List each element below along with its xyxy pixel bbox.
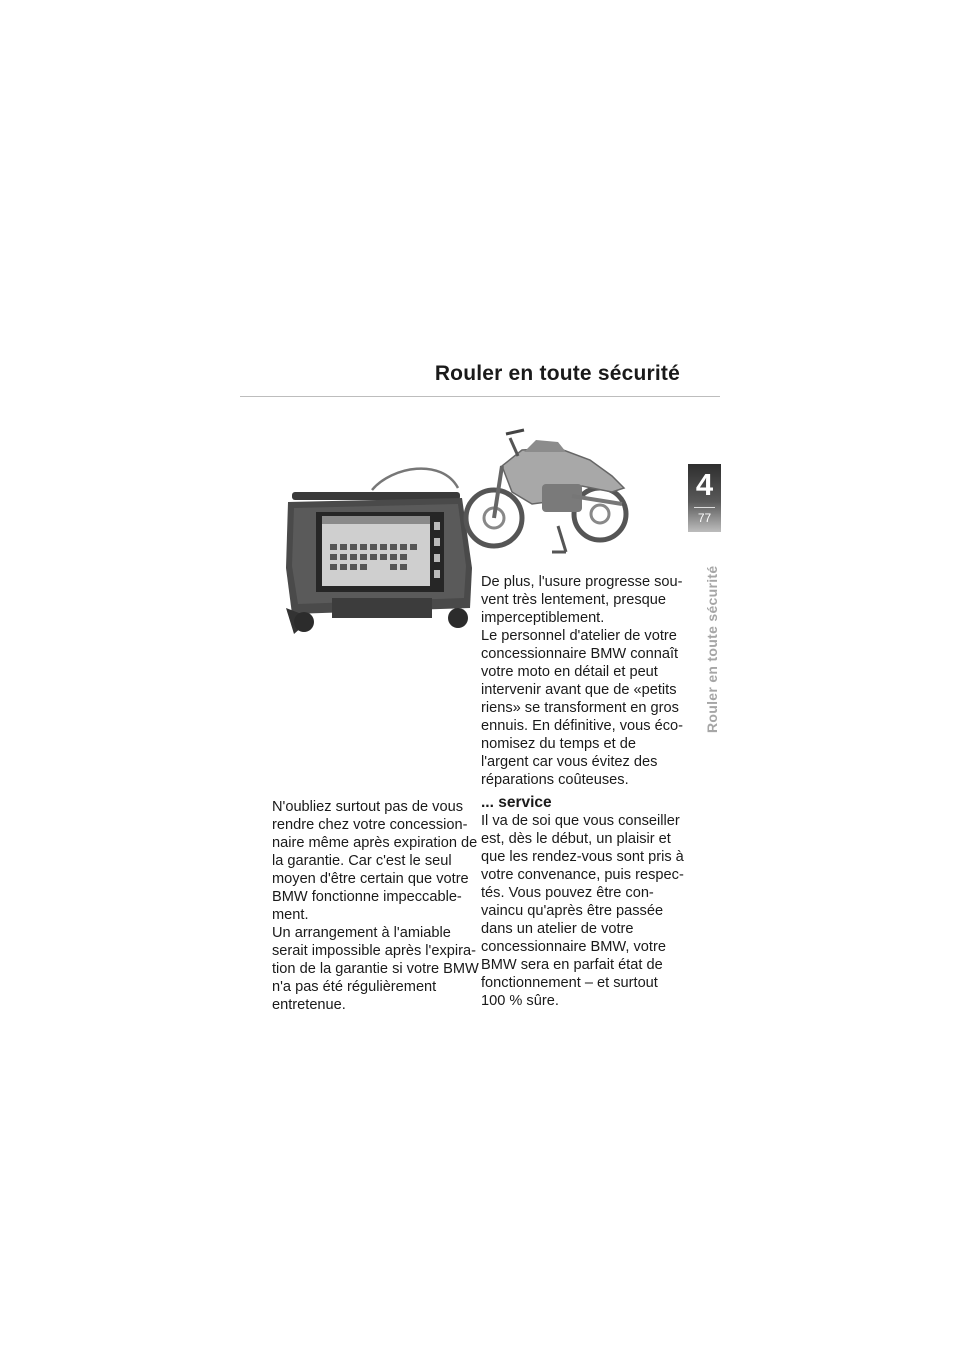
tab-divider	[694, 507, 715, 508]
motorcycle-image	[462, 426, 637, 560]
paragraph-wear: De plus, l'usure progresse sou- vent très lentement, presque imperceptiblement. Le personnel d'atelier de votre concessionnaire BMW connaît votre moto en détail et peut intervenir avant que de «petits riens» se transforment en gros ennuis. En définitive, vous éco- nomisez du temps et de l'argent car vous évitez des réparations coûteuses.	[481, 574, 683, 788]
chapter-number: 4	[695, 467, 714, 502]
paragraph-warranty: N'oubliez surtout pas de vous rendre chez votre concession- naire même après expiration de la garantie. Car c'est le seul moyen d'être certain que votre BMW fonctionne impeccable- ment. Un arrangement à l'amiable serait impossible après l'expira- tion de la garantie si votre BMW n'a pas été régulièrement entretenue.	[272, 799, 479, 1013]
chapter-tab	[688, 464, 721, 532]
diagnostic-device-image	[282, 458, 478, 640]
page-title: Rouler en toute sécurité	[434, 362, 680, 385]
running-section-title: Rouler en toute sécurité	[704, 565, 720, 733]
paragraph-service: Il va de soi que vous conseiller est, dès le début, un plaisir et que les rendez-vous sont pris à votre convenance, puis respec- tés. Vous pouvez être con- vaincu qu'après être passée dans un atelier de votre concessionnaire BMW, votre BMW sera en parfait état de fonctionnement – et surtout 100 % sûre.	[481, 813, 684, 1009]
service-heading: ... service	[481, 794, 552, 811]
header-rule	[240, 396, 720, 397]
page-number: 77	[697, 511, 712, 525]
